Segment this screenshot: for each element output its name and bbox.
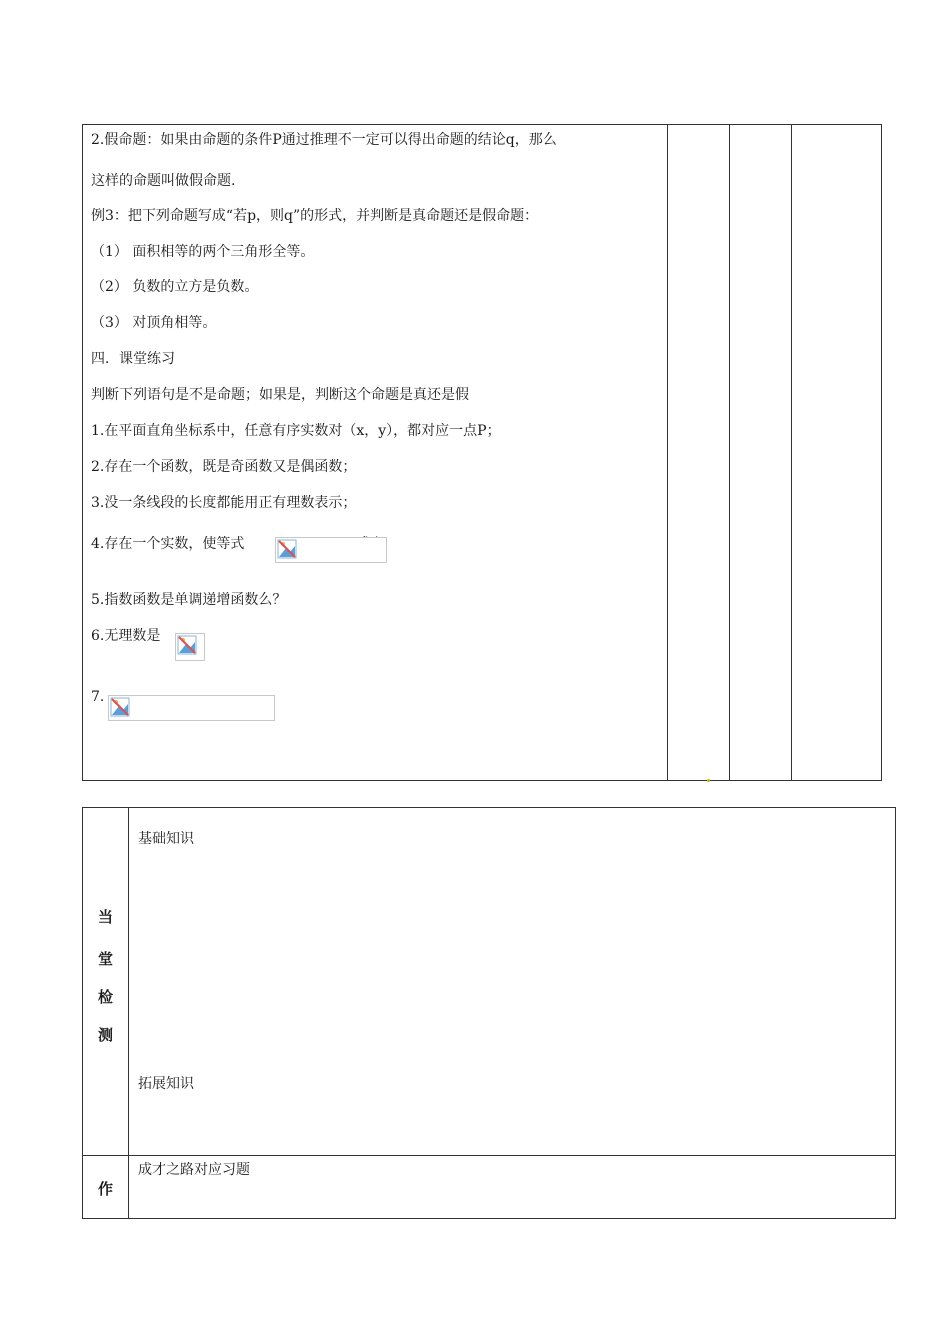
practice-instruction: 判断下列语句是不是命题；如果是，判断这个命题是真还是假 (91, 387, 469, 403)
false-proposition-definition-line2: 这样的命题叫做假命题. (91, 173, 236, 189)
practice-item-5: 5.指数函数是单调递增函数么？ (91, 592, 287, 608)
column-divider (791, 125, 792, 780)
broken-image-icon (108, 695, 275, 721)
side-label-char: 堂 (97, 950, 113, 968)
label-column-divider (128, 808, 129, 1218)
homework-label: 作 (97, 1180, 113, 1198)
row-divider (83, 1155, 895, 1156)
basic-knowledge-label: 基础知识 (138, 831, 194, 847)
example3-item-3: （3） 对顶角相等。 (91, 315, 217, 331)
side-label-char: 检 (97, 988, 113, 1006)
practice-item-7: 7. (91, 689, 105, 705)
example3-item-1: （1） 面积相等的两个三角形全等。 (91, 244, 315, 260)
side-label-char: 测 (97, 1026, 113, 1044)
broken-image-icon (175, 633, 205, 661)
lesson-content-table (82, 124, 882, 781)
in-class-check-table (82, 807, 896, 1219)
broken-image-icon (275, 537, 387, 563)
column-divider (729, 125, 730, 780)
side-label-char: 当 (97, 908, 113, 926)
section-heading-practice: 四．课堂练习 (91, 351, 175, 367)
homework-text: 成才之路对应习题 (138, 1162, 250, 1178)
practice-item-4-prefix: 4.存在一个实数，使等式 (91, 536, 245, 552)
practice-item-6: 6.无理数是 (91, 628, 161, 644)
column-divider (667, 125, 668, 780)
example3-instruction: 例3：把下列命题写成“若p，则q”的形式，并判断是真命题还是假命题： (91, 208, 539, 224)
practice-item-2: 2.存在一个函数，既是奇函数又是偶函数； (91, 459, 357, 475)
example3-item-2: （2） 负数的立方是负数。 (91, 279, 259, 295)
practice-item-3: 3.没一条线段的长度都能用正有理数表示； (91, 495, 357, 511)
practice-item-1: 1.在平面直角坐标系中，任意有序实数对（x，y），都对应一点P； (91, 423, 501, 439)
false-proposition-definition-line1: 2.假命题：如果由命题的条件P通过推理不一定可以得出命题的结论q，那么 (91, 132, 557, 148)
extended-knowledge-label: 拓展知识 (138, 1076, 194, 1092)
stray-mark (707, 779, 710, 782)
